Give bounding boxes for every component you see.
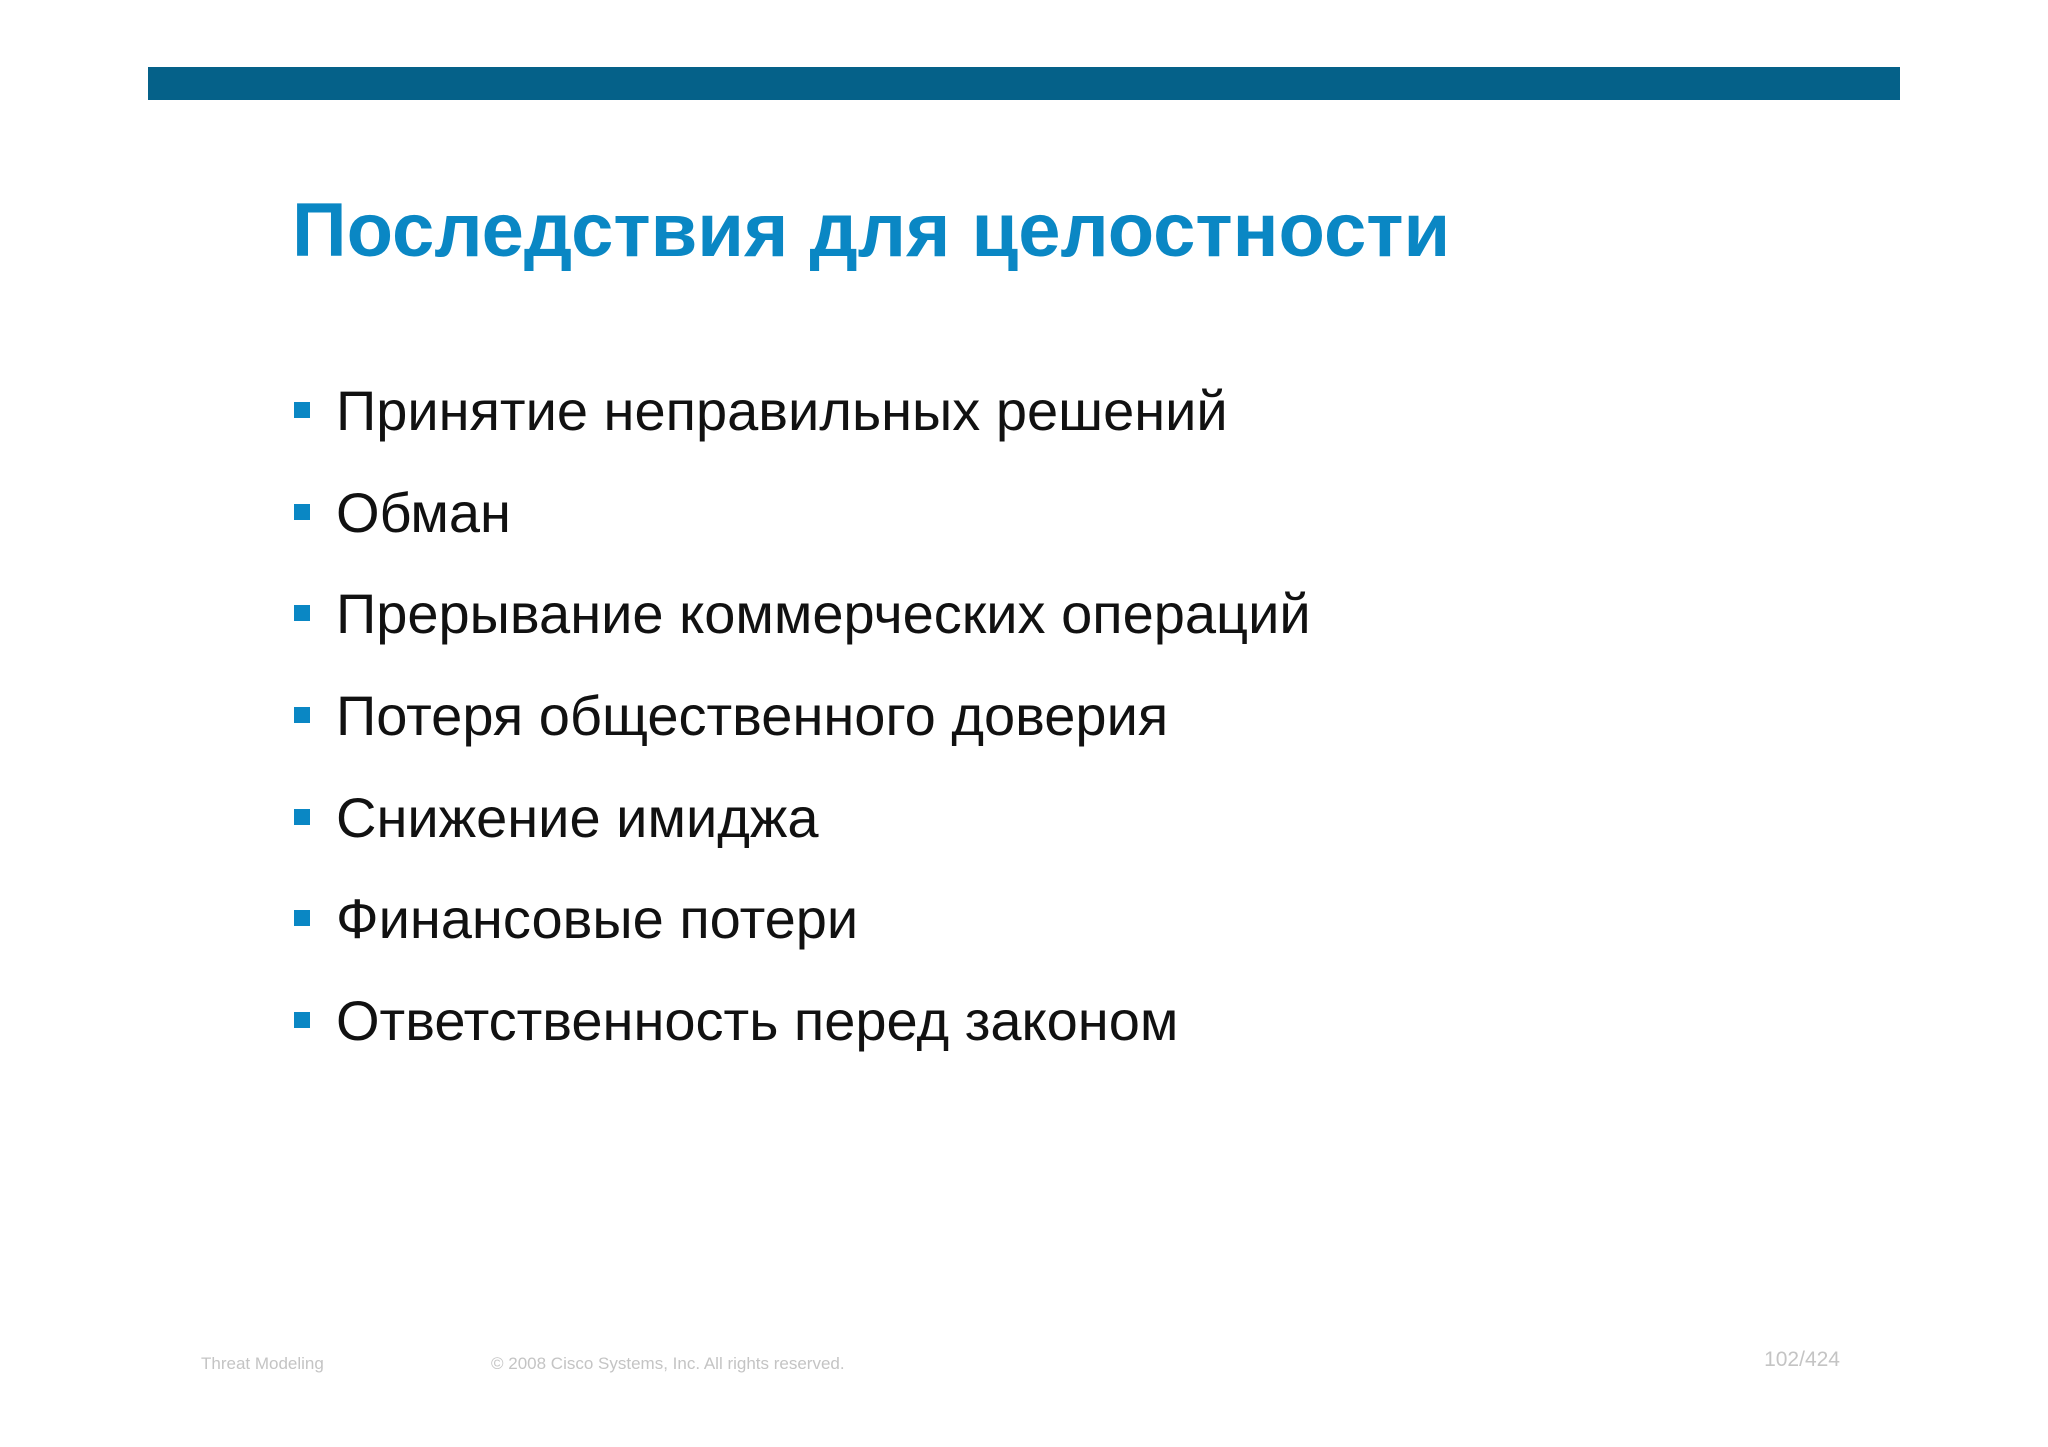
square-bullet-icon bbox=[294, 707, 310, 723]
bullet-text: Потеря общественного доверия bbox=[336, 683, 1169, 747]
list-item bbox=[294, 360, 1311, 462]
bullet-text: Ответственность перед законом bbox=[336, 988, 1179, 1052]
page-number: 102/424 bbox=[1764, 1348, 1840, 1371]
square-bullet-icon bbox=[294, 809, 310, 825]
bullet-text: Обман bbox=[336, 480, 511, 544]
list-item bbox=[294, 563, 1311, 665]
footer-copyright: © 2008 Cisco Systems, Inc. All rights reserved. bbox=[491, 1354, 845, 1373]
list-item bbox=[294, 868, 1311, 970]
square-bullet-icon bbox=[294, 402, 310, 418]
square-bullet-icon bbox=[294, 1012, 310, 1028]
header-bar bbox=[148, 67, 1900, 100]
list-item bbox=[294, 462, 1311, 564]
bullet-text: Прерывание коммерческих операций bbox=[336, 582, 1311, 646]
square-bullet-icon bbox=[294, 910, 310, 926]
slide-title: Последствия для целостности bbox=[292, 188, 1451, 273]
list-item bbox=[294, 767, 1311, 869]
bullet-list bbox=[294, 360, 1311, 1072]
square-bullet-icon bbox=[294, 504, 310, 520]
list-item bbox=[294, 970, 1311, 1072]
bullet-text: Принятие неправильных решений bbox=[336, 378, 1228, 442]
footer-course-title: Threat Modeling bbox=[201, 1354, 324, 1373]
square-bullet-icon bbox=[294, 605, 310, 621]
list-item bbox=[294, 665, 1311, 767]
bullet-text: Финансовые потери bbox=[336, 887, 859, 951]
bullet-text: Снижение имиджа bbox=[336, 785, 819, 849]
